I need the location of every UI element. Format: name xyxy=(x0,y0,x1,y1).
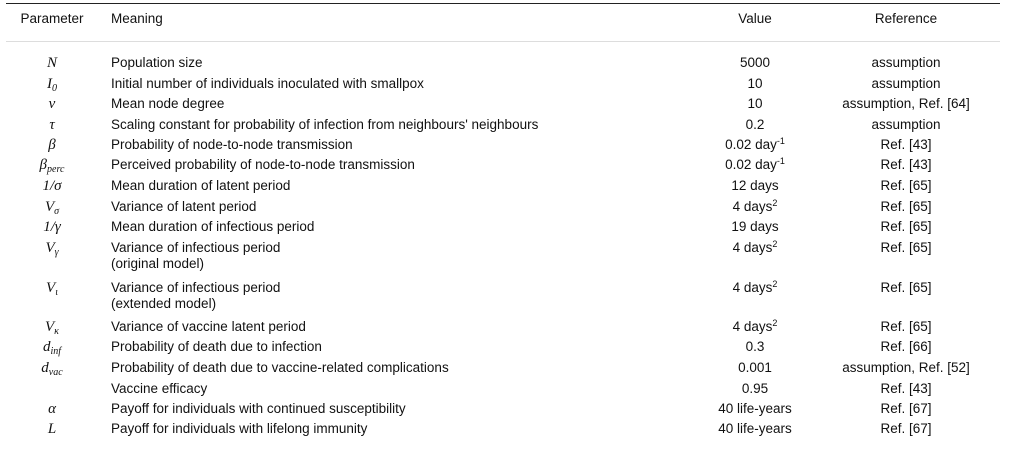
parameter-value xyxy=(690,240,820,256)
meaning-note: (extended model) xyxy=(111,296,217,311)
header-parameter: Parameter xyxy=(20,11,84,26)
parameter-reference: Ref. [67] xyxy=(880,421,932,436)
value-text: 5000 xyxy=(739,55,771,70)
symbol-subscript: σ xyxy=(54,206,60,217)
parameter-reference: Ref. [65] xyxy=(880,240,932,255)
parameter-symbol xyxy=(6,178,98,194)
value-text: 0.95 xyxy=(741,381,769,396)
parameter-value xyxy=(690,96,820,112)
parameter-symbol xyxy=(6,339,98,355)
parameter-meaning xyxy=(111,137,711,153)
header-reference: Reference xyxy=(874,11,938,26)
parameter-value xyxy=(690,319,820,335)
parameter-meaning xyxy=(111,178,711,194)
meaning-text: Probability of death due to vaccine-related complications xyxy=(111,360,449,375)
meaning-text: Mean duration of latent period xyxy=(111,178,291,193)
parameter-reference: Ref. [65] xyxy=(880,178,932,193)
parameter-symbol xyxy=(6,96,98,112)
parameter-symbol xyxy=(6,421,98,437)
symbol-subscript: ι xyxy=(55,287,58,298)
parameter-symbol xyxy=(6,117,98,133)
parameter-value xyxy=(690,117,820,133)
parameter-meaning xyxy=(111,339,711,355)
parameter-value xyxy=(690,157,820,173)
value-text: 4 days xyxy=(732,280,773,295)
meaning-text: Population size xyxy=(111,55,203,70)
parameter-reference: Ref. [65] xyxy=(880,280,932,295)
parameter-symbol xyxy=(6,137,98,153)
parameter-reference: Ref. [65] xyxy=(880,199,932,214)
parameter-meaning xyxy=(111,360,711,376)
meaning-text: Variance of latent period xyxy=(111,199,257,214)
parameter-meaning xyxy=(111,96,711,112)
parameter-value xyxy=(690,76,820,92)
parameter-value xyxy=(690,219,820,235)
parameter-reference: Ref. [67] xyxy=(880,401,932,416)
parameter-reference: assumption xyxy=(871,117,941,132)
parameter-symbol xyxy=(6,401,98,417)
parameter-reference: Ref. [43] xyxy=(880,137,932,152)
value-text: 4 days xyxy=(732,319,773,334)
parameter-value xyxy=(690,381,820,397)
parameter-value xyxy=(690,360,820,376)
parameter-symbol xyxy=(6,319,98,335)
meaning-text: Variance of infectious period xyxy=(111,240,281,255)
symbol-base: V xyxy=(45,240,55,256)
value-text: 4 days xyxy=(732,240,773,255)
symbol-base: d xyxy=(42,339,51,355)
parameter-reference: Ref. [65] xyxy=(880,219,932,234)
symbol-base: ν xyxy=(48,96,56,112)
parameter-meaning xyxy=(111,401,711,417)
parameter-meaning xyxy=(111,157,711,173)
parameter-meaning xyxy=(111,219,711,235)
parameter-value xyxy=(690,55,820,71)
value-text: 40 life-years xyxy=(718,421,792,436)
parameter-meaning xyxy=(111,381,711,397)
parameter-value xyxy=(690,137,820,153)
symbol-subscript: κ xyxy=(54,326,59,337)
parameter-symbol xyxy=(6,157,98,173)
symbol-base: 1/σ xyxy=(42,178,62,194)
value-text: 0.3 xyxy=(745,339,765,354)
value-text: 0.2 xyxy=(745,117,765,132)
meaning-text: Variance of infectious period xyxy=(111,280,281,295)
meaning-text: Probability of death due to infection xyxy=(111,339,322,354)
parameter-reference: Ref. [43] xyxy=(880,157,932,172)
meaning-text: Payoff for individuals with lifelong immunity xyxy=(111,421,368,436)
parameter-reference: Ref. [65] xyxy=(880,319,932,334)
value-text: 19 days xyxy=(731,219,779,234)
meaning-text: Scaling constant for probability of infection from neighbours' neighbours xyxy=(111,117,539,132)
symbol-base: L xyxy=(47,421,57,437)
table-top-rule xyxy=(6,3,1000,4)
symbol-base: β xyxy=(39,157,48,173)
symbol-subscript: 0 xyxy=(52,83,57,94)
value-text: 40 life-years xyxy=(718,401,792,416)
symbol-base: β xyxy=(48,137,56,153)
parameter-meaning xyxy=(111,55,711,71)
symbol-base: I xyxy=(47,76,52,92)
symbol-base: V xyxy=(45,319,55,335)
symbol-subscript: inf xyxy=(50,346,62,357)
value-text: 0.001 xyxy=(738,360,772,375)
symbol-base: d xyxy=(41,360,49,376)
symbol-base: N xyxy=(46,55,57,71)
meaning-text: Probability of node-to-node transmission xyxy=(111,137,353,152)
parameter-value xyxy=(690,421,820,437)
meaning-text: Mean node degree xyxy=(111,96,225,111)
parameter-reference: Ref. [66] xyxy=(880,339,932,354)
parameter-symbol xyxy=(6,76,98,92)
parameter-meaning xyxy=(111,280,711,312)
value-exponent: -1 xyxy=(776,136,785,146)
value-exponent: 2 xyxy=(772,318,778,328)
value-text: 0.02 day xyxy=(725,157,777,172)
parameter-value xyxy=(690,280,820,296)
parameter-value xyxy=(690,339,820,355)
parameter-value xyxy=(690,199,820,215)
value-text: 4 days xyxy=(732,199,773,214)
parameter-symbol xyxy=(6,199,98,215)
parameter-meaning xyxy=(111,199,711,215)
parameter-meaning xyxy=(111,421,711,437)
parameter-meaning xyxy=(111,117,711,133)
parameter-reference: assumption, Ref. [52] xyxy=(842,360,970,375)
parameter-meaning xyxy=(111,76,711,92)
parameter-reference: assumption xyxy=(871,55,941,70)
header-value: Value xyxy=(738,11,772,26)
value-exponent: 2 xyxy=(772,239,778,249)
meaning-text: Perceived probability of node-to-node transmission xyxy=(111,157,415,172)
symbol-subscript: perc xyxy=(47,164,65,175)
parameter-value xyxy=(690,401,820,417)
value-exponent: 2 xyxy=(772,198,778,208)
symbol-base: τ xyxy=(49,117,55,133)
parameter-symbol xyxy=(6,360,98,376)
parameter-symbol xyxy=(6,280,98,296)
symbol-base: 1/γ xyxy=(43,219,61,235)
symbol-subscript: vac xyxy=(48,367,63,378)
parameter-symbol xyxy=(6,240,98,256)
header-divider xyxy=(6,41,1000,42)
parameter-reference: assumption xyxy=(871,76,941,91)
meaning-text: Mean duration of infectious period xyxy=(111,219,315,234)
value-text: 10 xyxy=(747,76,763,91)
parameter-value xyxy=(690,178,820,194)
parameter-meaning xyxy=(111,240,711,272)
meaning-text: Vaccine efficacy xyxy=(111,381,208,396)
value-text: 12 days xyxy=(731,178,779,193)
symbol-base: α xyxy=(48,401,56,417)
symbol-subscript: γ xyxy=(54,247,59,258)
meaning-text: Payoff for individuals with continued susceptibility xyxy=(111,401,406,416)
value-exponent: 2 xyxy=(772,279,778,289)
parameter-reference: Ref. [43] xyxy=(880,381,932,396)
meaning-text: Initial number of individuals inoculated with smallpox xyxy=(111,76,424,91)
symbol-base: V xyxy=(44,199,55,215)
parameter-reference: assumption, Ref. [64] xyxy=(842,96,970,111)
parameter-symbol xyxy=(6,219,98,235)
symbol-base: V xyxy=(46,280,56,296)
value-text: 0.02 day xyxy=(725,137,777,152)
parameter-symbol xyxy=(6,55,98,71)
meaning-note: (original model) xyxy=(111,256,205,271)
header-meaning: Meaning xyxy=(111,11,163,26)
value-text: 10 xyxy=(747,96,763,111)
meaning-text: Variance of vaccine latent period xyxy=(111,319,306,334)
value-exponent: -1 xyxy=(776,156,785,166)
parameter-meaning xyxy=(111,319,711,335)
